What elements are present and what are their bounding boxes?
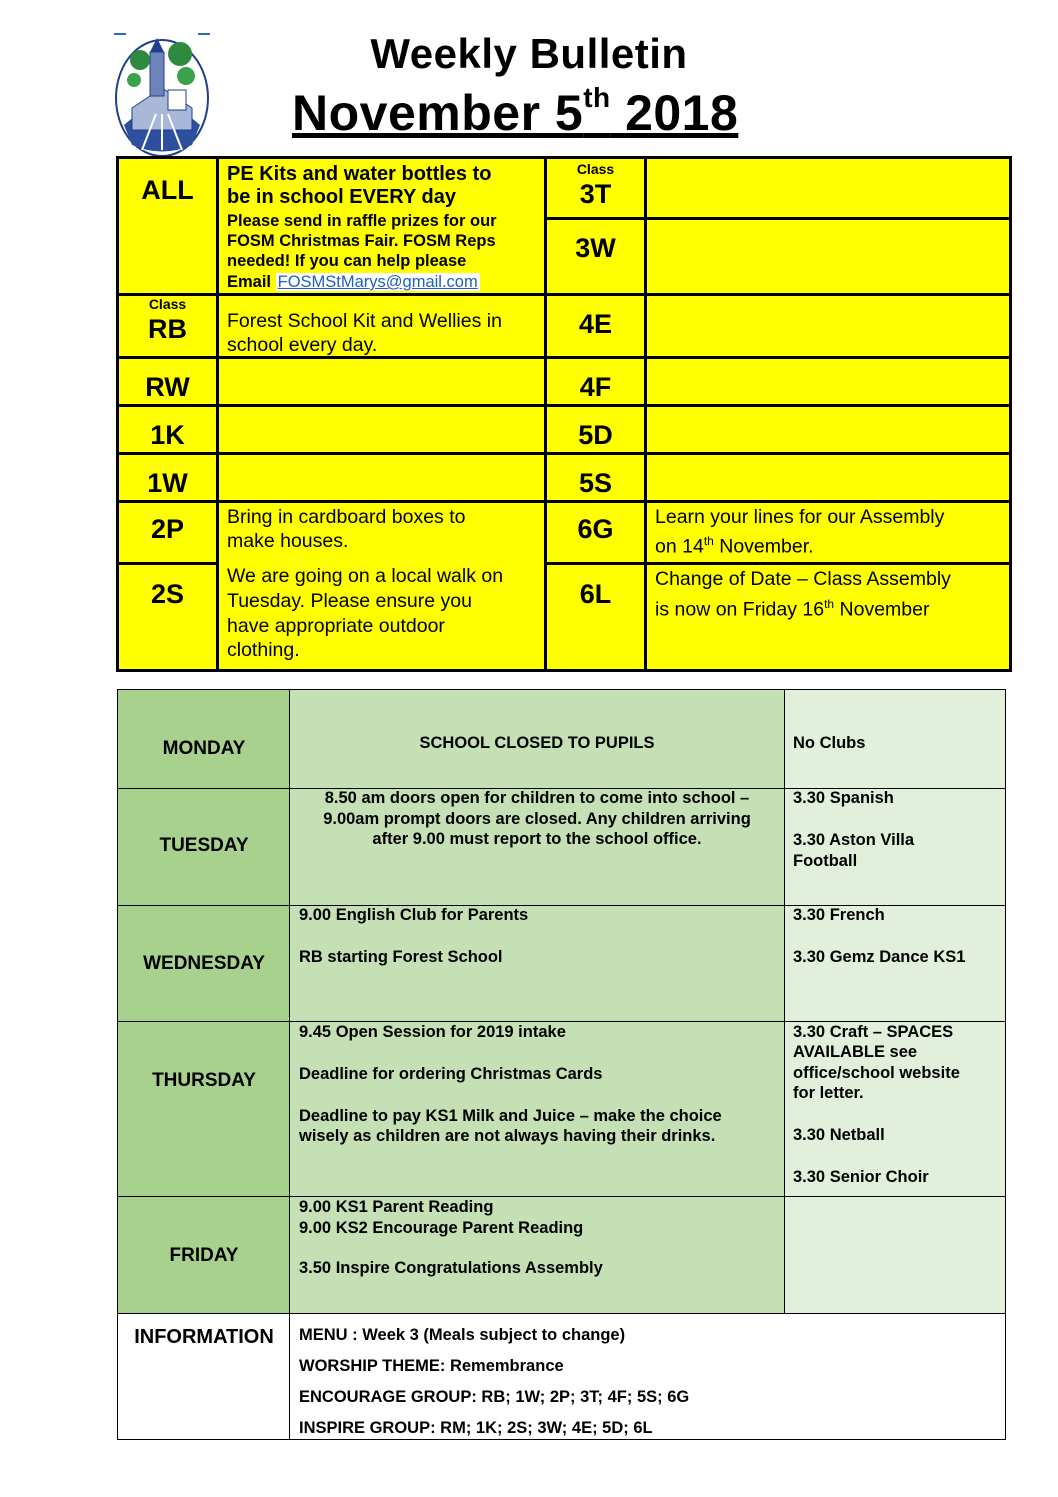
6l-notice-2b: November (834, 598, 930, 621)
divider (119, 452, 1012, 455)
class-5s-label: 5S (578, 468, 613, 498)
info-worship: WORSHIP THEME: Remembrance (299, 1357, 564, 1375)
class-4f-label: 4F (579, 372, 612, 402)
class-1w-label: 1W (147, 468, 188, 498)
thursday-club-6: 3.30 Senior Choir (793, 1168, 929, 1186)
2s-notice-3: have appropriate outdoor (227, 615, 445, 637)
class-2p-label: 2P (150, 514, 185, 544)
2p-notice-1: Bring in cardboard boxes to (227, 506, 466, 528)
class-3t-label: 3T (579, 179, 612, 209)
divider (119, 404, 1012, 407)
thursday-club-5: 3.30 Netball (793, 1126, 885, 1144)
tuesday-club-2: 3.30 Aston Villa (793, 831, 915, 849)
divider (544, 562, 1012, 565)
class-6l-label: 6L (579, 579, 612, 609)
friday-event-1: 9.00 KS1 Parent Reading (299, 1198, 494, 1216)
friday-event-2: 9.00 KS2 Encourage Parent Reading (299, 1219, 584, 1237)
divider (544, 217, 1012, 220)
6g-notice-2a: on 14 (655, 535, 704, 558)
monday-event-1: SCHOOL CLOSED TO PUPILS (419, 734, 655, 752)
email-label: Email (227, 273, 272, 291)
class-1k-label: 1K (150, 420, 185, 450)
wednesday-club-2: 3.30 Gemz Dance KS1 (793, 948, 966, 966)
all-notice-bold-2: be in school EVERY day (227, 186, 456, 208)
class-2s-label: 2S (150, 579, 185, 609)
thursday-event-2: Deadline for ordering Christmas Cards (299, 1065, 603, 1083)
divider (119, 500, 1012, 503)
2s-notice-4: clothing. (227, 639, 300, 661)
day-column-bg (118, 690, 290, 1313)
wednesday-event-2: RB starting Forest School (299, 948, 503, 966)
6l-notice-1: Change of Date – Class Assembly (655, 568, 951, 590)
class-heading-label: Class (576, 161, 615, 177)
information-label: INFORMATION (134, 1326, 274, 1348)
divider (644, 159, 647, 669)
class-6g-label: 6G (577, 514, 614, 544)
divider (119, 562, 219, 565)
tuesday-club-1: 3.30 Spanish (793, 789, 894, 807)
tuesday-event-1: 8.50 am doors open for children to come into school – (324, 789, 750, 807)
clubs-column-bg (784, 690, 1005, 1313)
6l-notice-2 (655, 592, 929, 622)
2s-notice-1: We are going on a local walk on (227, 565, 504, 587)
date-year: 2018 (610, 85, 739, 141)
email-link[interactable]: FOSMStMarys@gmail.com (277, 273, 478, 291)
6l-notice-2a: is now on Friday 16 (655, 598, 825, 621)
day-tuesday: TUESDAY (159, 835, 249, 856)
info-inspire: INSPIRE GROUP: RM; 1K; 2S; 3W; 4E; 5D; 6L (299, 1419, 653, 1437)
class-rw-label: RW (145, 372, 190, 402)
wednesday-event-1: 9.00 English Club for Parents (299, 906, 529, 924)
6g-notice-2b: November. (713, 535, 814, 558)
class-notices-table (116, 156, 1012, 672)
2p-notice-2: make houses. (227, 530, 349, 552)
class-3w-label: 3W (575, 233, 616, 263)
date-suffix: th (583, 82, 611, 113)
divider (118, 1313, 1005, 1314)
class-rb-label: RB (148, 314, 187, 344)
all-notice-line-2: FOSM Christmas Fair. FOSM Reps (227, 232, 496, 250)
thursday-club-1: 3.30 Craft – SPACES (793, 1023, 954, 1041)
6g-notice-1: Learn your lines for our Assembly (655, 506, 945, 528)
weekly-schedule-table (117, 689, 1006, 1440)
tuesday-club-3: Football (793, 852, 858, 870)
day-friday: FRIDAY (169, 1245, 239, 1266)
thursday-event-3: Deadline to pay KS1 Milk and Juice – make the choice (299, 1107, 722, 1125)
friday-event-3: 3.50 Inspire Congratulations Assembly (299, 1259, 603, 1277)
rb-notice-2: school every day. (227, 334, 378, 356)
rb-notice-1: Forest School Kit and Wellies in (227, 310, 502, 332)
all-notice-bold-1: PE Kits and water bottles to (227, 163, 492, 185)
class-5d-label: 5D (578, 420, 613, 450)
class-heading-label: Class (148, 296, 187, 312)
date-prefix: November 5 (292, 85, 584, 141)
bulletin-title: Weekly Bulletin (370, 30, 688, 77)
class-all-label: ALL (141, 175, 194, 205)
2s-notice-2: Tuesday. Please ensure you (227, 590, 472, 612)
divider (544, 293, 1012, 296)
info-menu: MENU : Week 3 (Meals subject to change) (299, 1326, 626, 1344)
day-thursday: THURSDAY (152, 1070, 256, 1091)
thursday-club-2: AVAILABLE see (793, 1043, 918, 1061)
divider (216, 159, 219, 669)
info-encourage: ENCOURAGE GROUP: RB; 1W; 2P; 3T; 4F; 5S; 6G (299, 1388, 690, 1406)
divider (784, 690, 785, 1313)
wednesday-club-1: 3.30 French (793, 906, 885, 924)
bulletin-date (292, 84, 738, 142)
6g-notice-sup: th (703, 534, 714, 548)
thursday-event-4: wisely as children are not always having their drinks. (299, 1127, 716, 1145)
monday-club-1: No Clubs (793, 734, 866, 752)
day-wednesday: WEDNESDAY (143, 953, 265, 974)
class-4e-label: 4E (578, 309, 613, 339)
tuesday-event-2: 9.00am prompt doors are closed. Any children arriving (323, 810, 751, 828)
all-notice-email-line (227, 272, 480, 293)
divider (118, 1196, 1005, 1197)
day-monday: MONDAY (162, 738, 246, 759)
thursday-club-4: for letter. (793, 1084, 864, 1102)
6l-notice-sup: th (824, 597, 835, 611)
thursday-club-3: office/school website (793, 1064, 960, 1082)
all-notice-line-3: needed! If you can help please (227, 252, 467, 270)
all-notice-line-1: Please send in raffle prizes for our (227, 212, 497, 230)
tuesday-event-3: after 9.00 must report to the school office. (372, 830, 702, 848)
thursday-event-1: 9.45 Open Session for 2019 intake (299, 1023, 566, 1041)
6g-notice-2 (655, 529, 814, 559)
